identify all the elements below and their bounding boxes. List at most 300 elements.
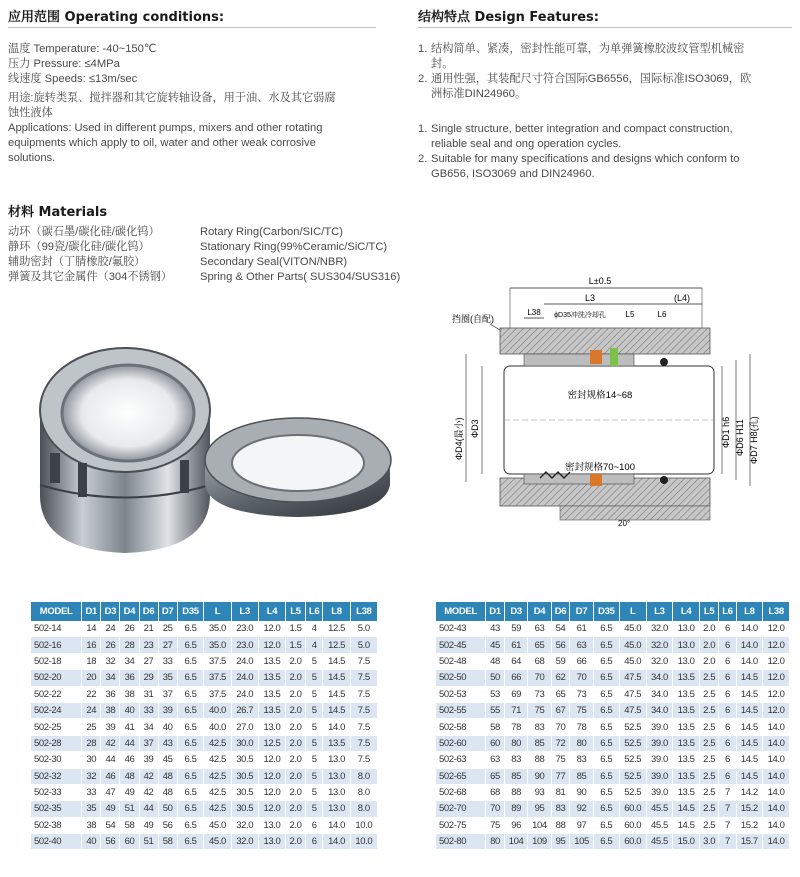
- table-cell: 95: [528, 801, 551, 817]
- dim-L5: L5: [625, 310, 635, 319]
- table-cell: 14.5: [673, 817, 700, 833]
- table-cell: 13.0: [258, 719, 285, 735]
- table-cell: 14.0: [323, 834, 350, 850]
- table-cell: 13.0: [258, 817, 285, 833]
- table-cell: 26: [120, 621, 139, 637]
- table-row: [31, 653, 378, 669]
- column-header: L5: [286, 602, 306, 621]
- table-cell: 6.5: [177, 686, 204, 702]
- table-row: [436, 801, 790, 817]
- table-cell: 21: [139, 621, 158, 637]
- table-cell: 62: [551, 670, 570, 686]
- table-cell: 34.0: [646, 702, 673, 718]
- technical-drawing: [440, 270, 760, 540]
- table-cell: 63: [528, 621, 551, 637]
- table-cell: 60: [486, 735, 505, 751]
- dim-D1: ΦD1 h6: [721, 416, 731, 448]
- table-cell: 30: [82, 752, 101, 768]
- table-cell: 6.5: [177, 801, 204, 817]
- table-cell: 37.5: [204, 653, 231, 669]
- table-cell: 32.0: [231, 817, 258, 833]
- table-cell: 5: [305, 686, 323, 702]
- column-header: D4: [120, 602, 139, 621]
- table-cell: 24: [101, 621, 120, 637]
- dim-L38: L38: [527, 308, 541, 317]
- model-cell: 502-55: [436, 702, 486, 718]
- column-header: L38: [763, 602, 790, 621]
- table-row: [31, 784, 378, 800]
- table-cell: 37: [139, 735, 158, 751]
- table-cell: 49: [120, 784, 139, 800]
- table-cell: 53: [486, 686, 505, 702]
- table-cell: 6.5: [177, 653, 204, 669]
- table-cell: 6.5: [177, 719, 204, 735]
- feature-num: 1.: [418, 123, 428, 135]
- model-cell: 502-45: [436, 637, 486, 653]
- table-cell: 96: [504, 817, 527, 833]
- table-cell: 20: [82, 670, 101, 686]
- table-cell: 12.0: [763, 637, 790, 653]
- table-cell: 7.5: [350, 670, 377, 686]
- model-cell: 502-60: [436, 735, 486, 751]
- table-cell: 40: [158, 719, 177, 735]
- table-cell: 35: [158, 670, 177, 686]
- table-cell: 2.0: [286, 719, 306, 735]
- column-header: L3: [231, 602, 258, 621]
- table-cell: 6.5: [593, 637, 619, 653]
- table-cell: 38: [120, 686, 139, 702]
- table-cell: 43: [486, 621, 505, 637]
- column-header: L6: [719, 602, 736, 621]
- table-cell: 83: [528, 719, 551, 735]
- table-cell: 13.0: [673, 621, 700, 637]
- column-header: L38: [350, 602, 377, 621]
- pressure-text: 压力 Pressure: ≤4MPa: [8, 58, 120, 70]
- spec-table-left: [31, 602, 378, 850]
- usage-en-line: Applications: Used in different pumps, mixers and other rotating: [8, 122, 323, 134]
- table-cell: 39.0: [646, 752, 673, 768]
- materials-title: 材料 Materials: [8, 205, 108, 220]
- table-cell: 24.0: [231, 686, 258, 702]
- table-cell: 13.5: [258, 686, 285, 702]
- section-divider: [8, 27, 376, 28]
- table-cell: 7.5: [350, 719, 377, 735]
- table-cell: 44: [101, 752, 120, 768]
- table-cell: 6.5: [593, 834, 619, 850]
- table-row: [31, 686, 378, 702]
- table-cell: 85: [570, 768, 593, 784]
- feature-item: [418, 152, 796, 167]
- o-ring-top: [610, 348, 618, 366]
- table-cell: 105: [570, 834, 593, 850]
- table-cell: 29: [139, 670, 158, 686]
- table-cell: 6.5: [177, 752, 204, 768]
- feature-text: Single structure, better integration and compact construction,: [431, 123, 733, 135]
- table-cell: 48: [486, 653, 505, 669]
- table-cell: 14: [82, 621, 101, 637]
- table-cell: 14.2: [736, 784, 763, 800]
- table-cell: 2.0: [699, 653, 718, 669]
- table-cell: 12.0: [258, 621, 285, 637]
- table-cell: 42.5: [204, 735, 231, 751]
- table-cell: 67: [551, 702, 570, 718]
- table-cell: 12.0: [258, 637, 285, 653]
- table-cell: 14.0: [763, 752, 790, 768]
- table-cell: 72: [551, 735, 570, 751]
- table-cell: 52.5: [619, 768, 646, 784]
- material-zh: 动环（碳石墨/碳化硅/碳化钨）: [8, 226, 160, 238]
- product-photo: [30, 335, 410, 570]
- model-cell: 502-18: [31, 653, 82, 669]
- table-cell: 66: [504, 670, 527, 686]
- table-cell: 68: [528, 653, 551, 669]
- feature-item: [418, 72, 796, 87]
- table-row: [436, 834, 790, 850]
- table-cell: 6: [719, 621, 736, 637]
- table-cell: 58: [486, 719, 505, 735]
- table-cell: 13.5: [673, 670, 700, 686]
- table-cell: 6: [719, 735, 736, 751]
- table-cell: 14.0: [736, 653, 763, 669]
- table-cell: 90: [570, 784, 593, 800]
- table-cell: 90: [528, 768, 551, 784]
- table-cell: 2.5: [699, 801, 718, 817]
- flush-hole-label: ϕD35冲洗冷却孔: [554, 312, 606, 319]
- table-cell: 6.5: [593, 686, 619, 702]
- table-row: [31, 817, 378, 833]
- stationary-ring-image: [205, 418, 391, 517]
- table-cell: 5: [305, 752, 323, 768]
- table-cell: 48: [158, 784, 177, 800]
- table-cell: 51: [139, 834, 158, 850]
- table-cell: 12.5: [258, 735, 285, 751]
- table-cell: 10.0: [350, 817, 377, 833]
- table-cell: 50: [158, 801, 177, 817]
- table-cell: 13.5: [673, 702, 700, 718]
- table-cell: 34: [139, 719, 158, 735]
- table-cell: 13.5: [673, 735, 700, 751]
- table-cell: 49: [101, 801, 120, 817]
- table-row: [436, 670, 790, 686]
- table-cell: 42: [101, 735, 120, 751]
- table-cell: 2.5: [699, 768, 718, 784]
- table-cell: 6.5: [177, 637, 204, 653]
- feature-text: Suitable for many specifications and designs which conform to: [431, 153, 740, 165]
- table-header-row: [31, 602, 378, 621]
- column-header: D35: [593, 602, 619, 621]
- table-cell: 63: [486, 752, 505, 768]
- table-cell: 13.5: [673, 752, 700, 768]
- materials-list: [8, 225, 400, 285]
- column-header: MODEL: [31, 602, 82, 621]
- table-cell: 32: [82, 768, 101, 784]
- column-header: D3: [101, 602, 120, 621]
- table-cell: 5: [305, 719, 323, 735]
- table-cell: 47: [101, 784, 120, 800]
- model-cell: 502-25: [31, 719, 82, 735]
- housing-top: [500, 328, 710, 354]
- table-cell: 15.2: [736, 801, 763, 817]
- table-cell: 5.0: [350, 637, 377, 653]
- table-cell: 25: [82, 719, 101, 735]
- table-cell: 14.0: [763, 817, 790, 833]
- table-row: [436, 817, 790, 833]
- table-row: [436, 702, 790, 718]
- model-cell: 502-28: [31, 735, 82, 751]
- table-cell: 66: [570, 653, 593, 669]
- table-cell: 70: [486, 801, 505, 817]
- table-cell: 12.5: [323, 637, 350, 653]
- table-cell: 83: [551, 801, 570, 817]
- table-cell: 14.0: [763, 719, 790, 735]
- table-cell: 42: [139, 784, 158, 800]
- table-cell: 6: [719, 653, 736, 669]
- table-row: [31, 768, 378, 784]
- table-cell: 70: [570, 670, 593, 686]
- range-70-100: 密封规格70~100: [565, 462, 635, 473]
- table-cell: 75: [570, 702, 593, 718]
- table-cell: 50: [486, 670, 505, 686]
- table-cell: 14.5: [736, 752, 763, 768]
- table-row: [31, 670, 378, 686]
- table-cell: 23: [139, 637, 158, 653]
- table-cell: 6.5: [593, 719, 619, 735]
- table-cell: 80: [504, 735, 527, 751]
- table-cell: 3.0: [699, 834, 718, 850]
- table-cell: 45.5: [646, 817, 673, 833]
- model-cell: 502-16: [31, 637, 82, 653]
- table-cell: 6.5: [177, 735, 204, 751]
- table-cell: 6.5: [177, 834, 204, 850]
- table-cell: 14.5: [736, 719, 763, 735]
- table-cell: 2.5: [699, 670, 718, 686]
- table-cell: 77: [551, 768, 570, 784]
- table-cell: 64: [504, 653, 527, 669]
- column-header: D4: [528, 602, 551, 621]
- table-cell: 2.5: [699, 686, 718, 702]
- table-header-row: [436, 602, 790, 621]
- table-cell: 34: [101, 670, 120, 686]
- column-header: D1: [486, 602, 505, 621]
- table-cell: 8.0: [350, 784, 377, 800]
- table-cell: 6.5: [593, 784, 619, 800]
- table-cell: 6.5: [593, 653, 619, 669]
- table-cell: 39: [139, 752, 158, 768]
- model-cell: 502-63: [436, 752, 486, 768]
- table-cell: 75: [551, 752, 570, 768]
- table-cell: 23.0: [231, 637, 258, 653]
- table-row: [436, 784, 790, 800]
- material-en: Spring & Other Parts( SUS304/SUS316): [200, 271, 401, 283]
- table-cell: 6.5: [593, 801, 619, 817]
- model-cell: 502-70: [436, 801, 486, 817]
- table-cell: 30.5: [231, 752, 258, 768]
- table-cell: 47.5: [619, 686, 646, 702]
- table-cell: 2.0: [286, 784, 306, 800]
- table-cell: 40.0: [204, 719, 231, 735]
- table-cell: 12.0: [763, 686, 790, 702]
- column-header: L4: [258, 602, 285, 621]
- table-cell: 35: [82, 801, 101, 817]
- table-cell: 73: [528, 686, 551, 702]
- table-cell: 6: [719, 719, 736, 735]
- table-cell: 34.0: [646, 686, 673, 702]
- dim-L3: L3: [584, 293, 596, 303]
- table-cell: 5: [305, 768, 323, 784]
- rubber-bellows-top: [590, 350, 602, 364]
- table-cell: 33: [82, 784, 101, 800]
- table-cell: 78: [504, 719, 527, 735]
- table-cell: 55: [486, 702, 505, 718]
- table-cell: 13.0: [673, 653, 700, 669]
- feature-num: 2.: [418, 153, 428, 165]
- table-cell: 89: [504, 801, 527, 817]
- dim-L: L±0.5: [588, 276, 612, 286]
- table-cell: 30.5: [231, 801, 258, 817]
- table-cell: 85: [528, 735, 551, 751]
- table-cell: 80: [486, 834, 505, 850]
- table-cell: 45.0: [619, 653, 646, 669]
- column-header: L: [619, 602, 646, 621]
- table-cell: 58: [158, 834, 177, 850]
- table-cell: 39.0: [646, 768, 673, 784]
- table-cell: 13.5: [323, 735, 350, 751]
- table-cell: 70: [528, 670, 551, 686]
- material-zh: 静环（99瓷/碳化硅/碳化钨）: [8, 241, 150, 253]
- table-cell: 59: [551, 653, 570, 669]
- table-cell: 51: [120, 801, 139, 817]
- table-cell: 7.5: [350, 686, 377, 702]
- table-cell: 2.5: [699, 784, 718, 800]
- table-cell: 6.5: [593, 670, 619, 686]
- column-header: D7: [570, 602, 593, 621]
- table-cell: 16: [82, 637, 101, 653]
- operating-text: [8, 42, 388, 166]
- temperature-text: 温度 Temperature: -40~150℃: [8, 43, 157, 55]
- table-cell: 27: [158, 637, 177, 653]
- table-cell: 68: [486, 784, 505, 800]
- table-cell: 15.0: [673, 834, 700, 850]
- table-cell: 13.5: [673, 784, 700, 800]
- model-cell: 502-43: [436, 621, 486, 637]
- table-cell: 24.0: [231, 653, 258, 669]
- table-cell: 5: [305, 670, 323, 686]
- table-cell: 6.5: [593, 621, 619, 637]
- table-cell: 30.5: [231, 784, 258, 800]
- table-cell: 5: [305, 653, 323, 669]
- table-cell: 60.0: [619, 834, 646, 850]
- table-cell: 6.5: [177, 817, 204, 833]
- table-cell: 14.5: [736, 735, 763, 751]
- table-cell: 39.0: [646, 719, 673, 735]
- table-cell: 42.5: [204, 801, 231, 817]
- table-cell: 69: [504, 686, 527, 702]
- dim-D7: ΦD7 H8(孔): [749, 416, 759, 464]
- table-row: [31, 702, 378, 718]
- table-cell: 45.5: [646, 801, 673, 817]
- table-cell: 70: [551, 719, 570, 735]
- table-cell: 32.0: [646, 653, 673, 669]
- table-row: [436, 686, 790, 702]
- column-header: D6: [139, 602, 158, 621]
- table-cell: 37: [158, 686, 177, 702]
- table-cell: 7.5: [350, 735, 377, 751]
- table-cell: 2.5: [699, 735, 718, 751]
- table-cell: 13.0: [323, 801, 350, 817]
- table-cell: 14.5: [323, 686, 350, 702]
- design-list-en: [418, 122, 796, 182]
- table-cell: 7: [719, 801, 736, 817]
- table-row: [31, 735, 378, 751]
- model-cell: 502-30: [31, 752, 82, 768]
- table-cell: 33: [139, 702, 158, 718]
- model-cell: 502-48: [436, 653, 486, 669]
- design-title: 结构特点 Design Features:: [418, 10, 599, 25]
- table-cell: 61: [504, 637, 527, 653]
- table-cell: 2.0: [286, 735, 306, 751]
- feature-num: 1.: [418, 43, 428, 55]
- table-cell: 12.0: [258, 752, 285, 768]
- table-row: [31, 752, 378, 768]
- table-cell: 14.0: [736, 637, 763, 653]
- usage-en-line: equipments which apply to oil, water and other weak corrosive: [8, 137, 316, 149]
- table-cell: 2.0: [286, 801, 306, 817]
- table-cell: 14.5: [736, 670, 763, 686]
- table-cell: 6.5: [177, 621, 204, 637]
- table-cell: 31: [139, 686, 158, 702]
- table-cell: 14.0: [763, 834, 790, 850]
- column-header: L4: [673, 602, 700, 621]
- table-cell: 7.5: [350, 653, 377, 669]
- table-cell: 32.0: [646, 621, 673, 637]
- table-cell: 24: [82, 702, 101, 718]
- table-cell: 7.5: [350, 752, 377, 768]
- table-cell: 48: [120, 768, 139, 784]
- table-cell: 2.0: [286, 702, 306, 718]
- table-cell: 42.5: [204, 784, 231, 800]
- table-cell: 27: [139, 653, 158, 669]
- table-row: [436, 752, 790, 768]
- table-cell: 60: [120, 834, 139, 850]
- baffle-label: 挡圈(自配): [452, 314, 494, 324]
- model-cell: 502-50: [436, 670, 486, 686]
- table-cell: 12.0: [763, 621, 790, 637]
- table-cell: 54: [101, 817, 120, 833]
- table-cell: 28: [82, 735, 101, 751]
- table-cell: 6: [719, 637, 736, 653]
- table-cell: 15.7: [736, 834, 763, 850]
- model-cell: 502-20: [31, 670, 82, 686]
- table-cell: 56: [551, 637, 570, 653]
- feature-item: [418, 87, 796, 102]
- table-cell: 6.5: [593, 702, 619, 718]
- model-cell: 502-40: [31, 834, 82, 850]
- table-cell: 10.0: [350, 834, 377, 850]
- table-cell: 14.0: [736, 621, 763, 637]
- table-cell: 6.5: [177, 702, 204, 718]
- feature-item: [418, 42, 796, 57]
- table-cell: 7.5: [350, 702, 377, 718]
- column-header: L8: [323, 602, 350, 621]
- table-cell: 14.0: [763, 768, 790, 784]
- table-cell: 37.5: [204, 686, 231, 702]
- table-cell: 5: [305, 784, 323, 800]
- table-cell: 12.0: [258, 784, 285, 800]
- model-cell: 502-35: [31, 801, 82, 817]
- table-cell: 6: [305, 834, 323, 850]
- table-row: [31, 637, 378, 653]
- table-cell: 35.0: [204, 637, 231, 653]
